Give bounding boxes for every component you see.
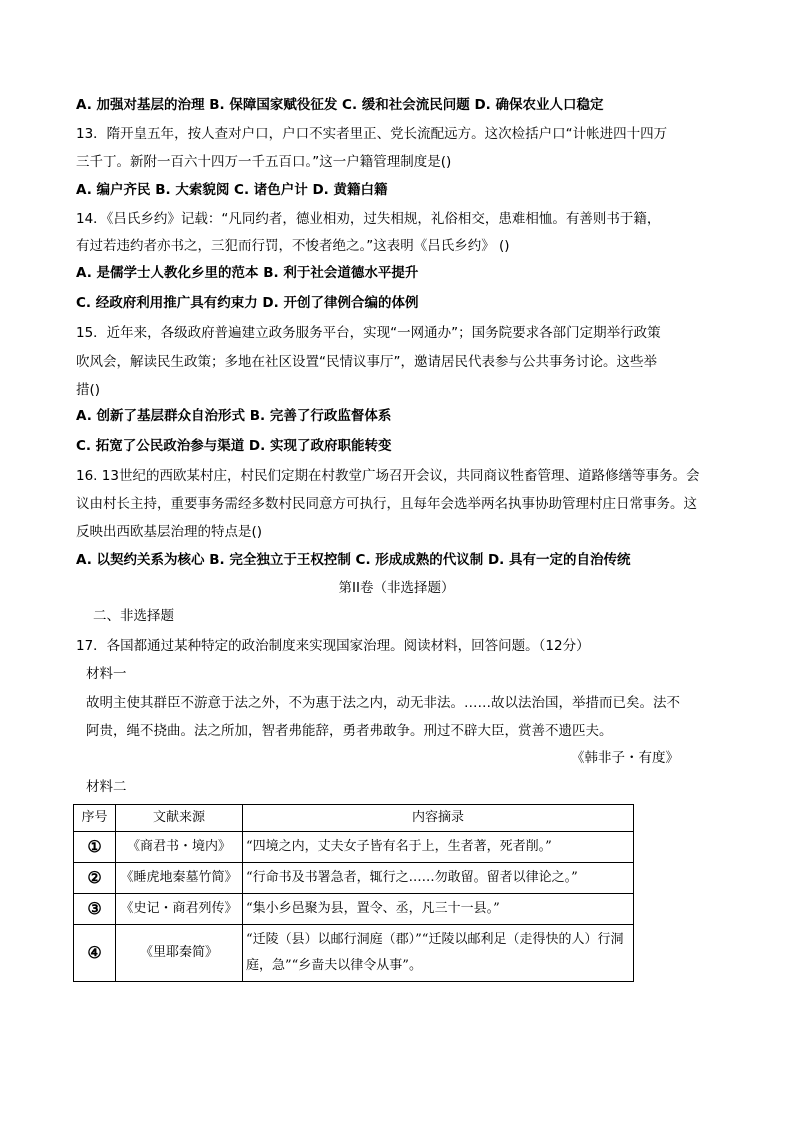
section2-heading: 二、非选择题 xyxy=(93,608,174,624)
row-content: “集小乡邑聚为县，置令、丞，凡三十一县。” xyxy=(243,894,634,925)
table-row xyxy=(74,832,634,863)
header-no: 序号 xyxy=(74,805,116,832)
q14-option-line-1: A. 是儒学士人教化乡里的范本 B. 利于社会道德水平提升 xyxy=(76,265,419,281)
table-header-row xyxy=(74,805,634,832)
q15-option-line-1: A. 创新了基层群众自治形式 B. 完善了行政监督体系 xyxy=(76,408,392,424)
row-source: 《睡虎地秦墓竹简》 xyxy=(116,863,243,894)
q17-stem: 17．各国都通过某种特定的政治制度来实现国家治理。阅读材料，回答问题。（12分） xyxy=(76,638,590,654)
q13-stem-line-2: 三千丁。新附一百六十四万一千五百口。”这一户籍管理制度是() xyxy=(76,154,452,170)
table-row xyxy=(74,925,634,982)
q12-options: A. 加强对基层的治理 B. 保障国家赋役征发 C. 缓和社会流民问题 D. 确保农业人口稳定 xyxy=(76,97,604,113)
header-content: 内容摘录 xyxy=(243,805,634,832)
q16-stem-line-1: 16. 13世纪的西欧某村庄，村民们定期在村教堂广场召开会议，共同商议牲畜管理、道路修缮等事务。会 xyxy=(76,468,700,484)
q15-stem-line-1: 15．近年来，各级政府普遍建立政务服务平台，实现“一网通办”；国务院要求各部门定期举行政策 xyxy=(76,325,661,341)
row-content: “四境之内，丈夫女子皆有名于上，生者著，死者削。” xyxy=(243,832,634,863)
q13-options: A. 编户齐民 B. 大索貌阅 C. 诸色户计 D. 黄籍白籍 xyxy=(76,182,388,198)
q13-stem-line-1: 13．隋开皇五年，按人查对户口，户口不实者里正、党长流配远方。这次检括户口“计帐进四十四万 xyxy=(76,126,668,142)
material-2-table xyxy=(73,804,634,982)
material-1-label: 材料一 xyxy=(86,666,127,682)
q15-option-line-2: C. 拓宽了公民政治参与渠道 D. 实现了政府职能转变 xyxy=(76,438,392,454)
q16-options: A. 以契约关系为核心 B. 完全独立于王权控制 C. 形成成熟的代议制 D. 具有一定的自治传统 xyxy=(76,552,631,568)
row-no: ② xyxy=(74,863,116,894)
q16-stem-line-2: 议由村长主持，重要事务需经多数村民同意方可执行，且每年会选举两名执事协助管理村庄日常事务。这 xyxy=(76,496,697,512)
q15-stem-line-3: 措() xyxy=(76,382,101,398)
row-no: ① xyxy=(74,832,116,863)
header-source: 文献来源 xyxy=(116,805,243,832)
material-2-label: 材料二 xyxy=(86,779,127,795)
q14-option-line-2: C. 经政府利用推广具有约束力 D. 开创了律例合编的体例 xyxy=(76,295,419,311)
material-1-line-1: 故明主使其群臣不游意于法之外，不为惠于法之内，动无非法。……故以法治国，举措而已矣。法不 xyxy=(86,695,680,711)
q15-stem-line-2: 吹风会，解读民生政策；多地在社区设置“民情议事厅”，邀请居民代表参与公共事务讨论。这些举 xyxy=(76,354,657,370)
q16-stem-line-3: 反映出西欧基层治理的特点是() xyxy=(76,524,263,540)
row-source: 《里耶秦简》 xyxy=(116,925,243,982)
q14-stem-line-2: 有过若违约者亦书之，三犯而行罚，不悛者绝之。”这表明《吕氏乡约》 () xyxy=(76,238,510,254)
material-1-line-2: 阿贵，绳不挠曲。法之所加，智者弗能辞，勇者弗敢争。刑过不辟大臣，赏善不遗匹夫。 xyxy=(86,723,613,739)
material-1-source: 《韩非子・有度》 xyxy=(571,750,679,766)
table-row xyxy=(74,894,634,925)
row-no: ④ xyxy=(74,925,116,982)
row-content: “行命书及书署急者，辄行之……勿敢留。留者以律论之。” xyxy=(243,863,634,894)
row-content: “迁陵（县）以邮行洞庭（郡）”“迁陵以邮利足（走得快的人）行洞庭，急”“乡啬夫以律令从事”。 xyxy=(243,925,634,982)
row-no: ③ xyxy=(74,894,116,925)
row-source: 《史记・商君列传》 xyxy=(116,894,243,925)
part2-title: 第II卷（非选择题） xyxy=(338,580,455,596)
q14-stem-line-1: 14．《吕氏乡约》记载：“凡同约者，德业相劝，过失相规，礼俗相交，患难相恤。有善则书于籍， xyxy=(76,211,661,227)
table-row xyxy=(74,863,634,894)
row-source: 《商君书・境内》 xyxy=(116,832,243,863)
